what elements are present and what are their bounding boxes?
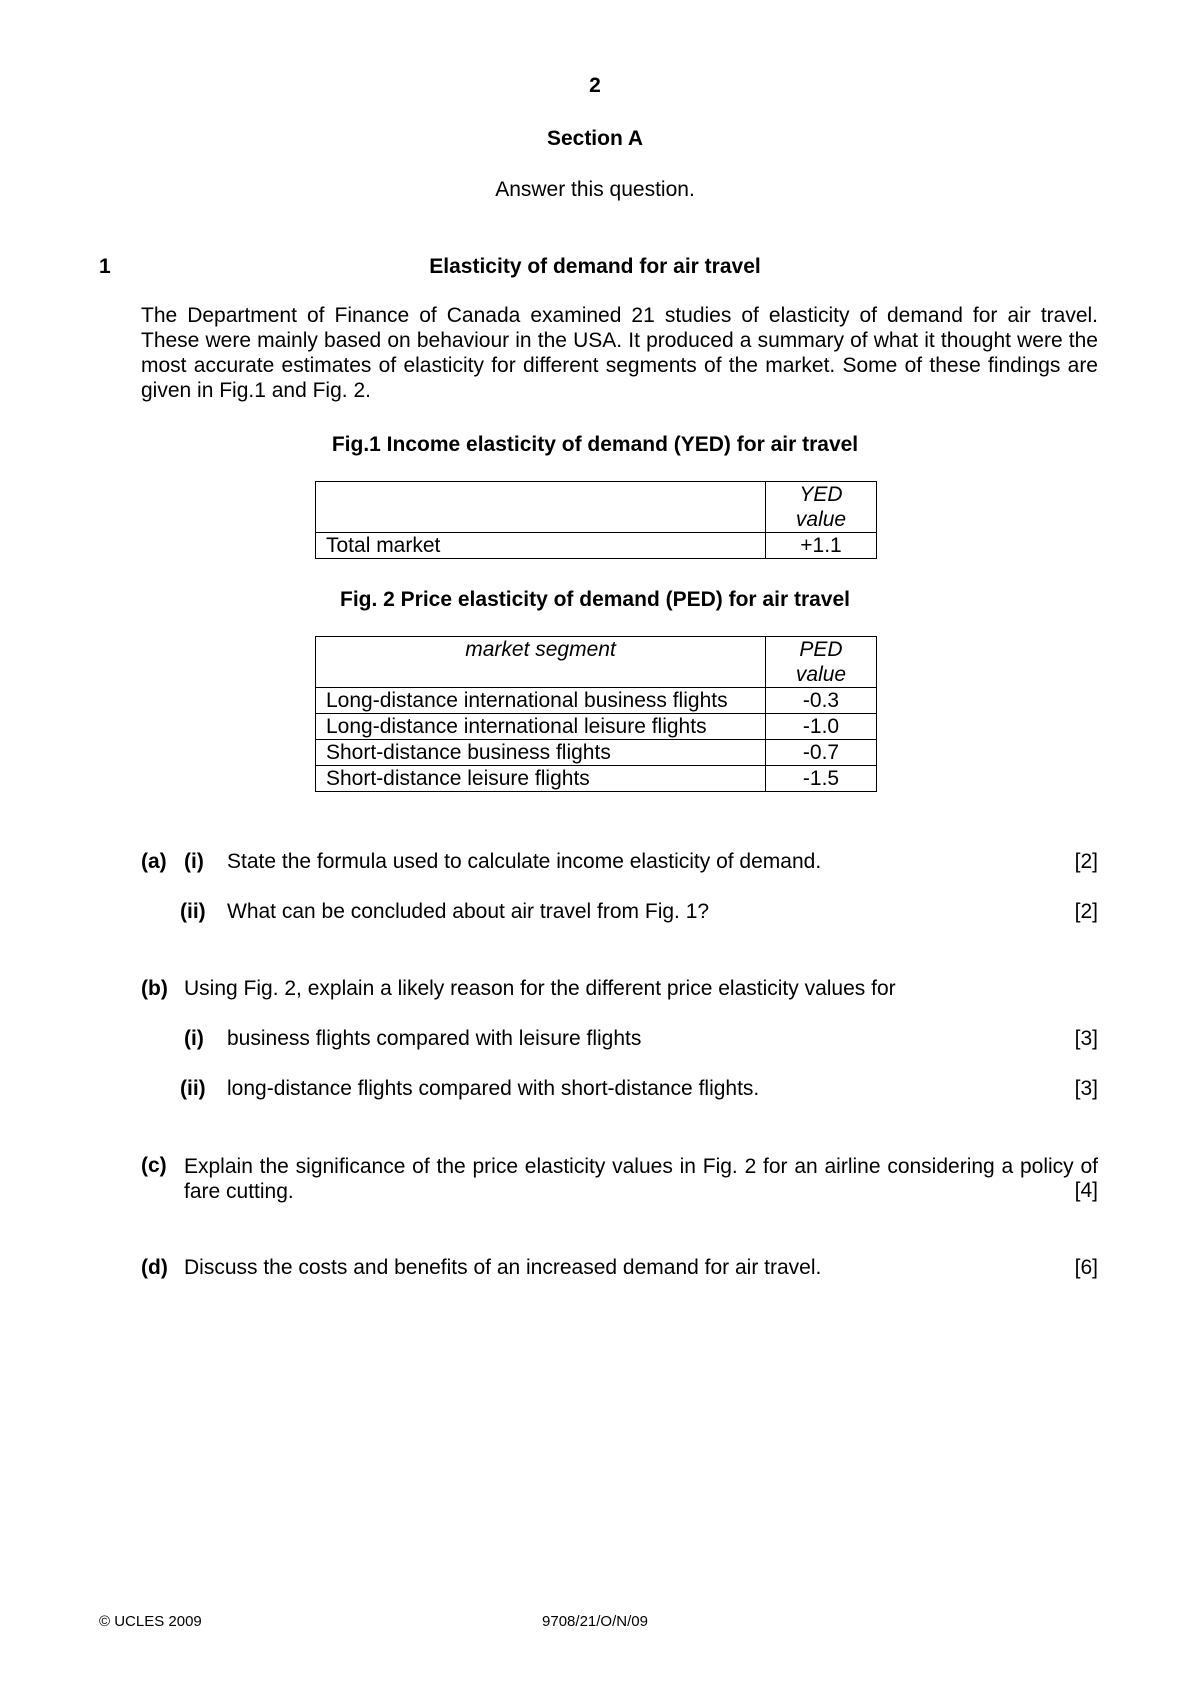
fig2-row-value: -1.5: [766, 766, 877, 792]
part-a-label: (a): [141, 850, 167, 873]
table-row: [316, 533, 877, 559]
table-row: [316, 688, 877, 714]
table-row: [316, 766, 877, 792]
part-b-text: Using Fig. 2, explain a likely reason for the different price elasticity values for: [184, 977, 896, 1000]
fig2-row-value: -0.3: [766, 688, 877, 714]
part-a-i-label: (i): [184, 850, 204, 873]
part-b-label: (b): [141, 977, 168, 1000]
part-b-i-mark: [3]: [1074, 1027, 1098, 1050]
page-number: 2: [589, 74, 601, 97]
instruction: Answer this question.: [495, 178, 695, 201]
fig1-row-value: +1.1: [766, 533, 877, 559]
fig2-header-row: [316, 637, 877, 688]
fig1-table: [315, 481, 877, 559]
part-b-i-text: business flights compared with leisure flights: [227, 1027, 642, 1050]
fig2-row-label: Long-distance international leisure flights: [316, 714, 766, 740]
part-a-ii-label: (ii): [180, 900, 206, 923]
part-b-ii-label: (ii): [180, 1077, 206, 1100]
part-a-i-mark: [2]: [1074, 850, 1098, 873]
part-b-ii-mark: [3]: [1074, 1077, 1098, 1100]
question-intro: The Department of Finance of Canada examined 21 studies of elasticity of demand for air travel. These were mainly based on behaviour in the USA. It produced a summary of what it thought were the most accurate estimates of elasticity for different segments of the market. Some of these findings are given in Fig.1 and Fig. 2.: [141, 304, 1098, 402]
part-d-text: Discuss the costs and benefits of an increased demand for air travel.: [184, 1256, 822, 1279]
footer-copyright: © UCLES 2009: [99, 1613, 202, 1630]
part-a-ii-text: What can be concluded about air travel from Fig. 1?: [227, 900, 710, 923]
section-title: Section A: [546, 127, 644, 150]
part-c-mark: [4]: [1074, 1179, 1098, 1202]
fig2-row-label: Long-distance international business flights: [316, 688, 766, 714]
fig1-col2-header: YED value: [766, 482, 877, 533]
fig1-header-row: [316, 482, 877, 533]
part-a-i-text: State the formula used to calculate income elasticity of demand.: [227, 850, 822, 873]
part-a-ii-mark: [2]: [1074, 900, 1098, 923]
fig2-col1-header: market segment: [316, 637, 766, 688]
part-c-text: Explain the significance of the price elasticity values in Fig. 2 for an airline considering a policy of fare cutting.: [184, 1155, 1098, 1203]
part-d-mark: [6]: [1074, 1256, 1098, 1279]
fig1-row-label: Total market: [316, 533, 766, 559]
fig2-col2-header: PED value: [766, 637, 877, 688]
fig2-row-value: -1.0: [766, 714, 877, 740]
question-title: Elasticity of demand for air travel: [429, 255, 761, 278]
table-row: [316, 714, 877, 740]
part-d-label: (d): [141, 1256, 168, 1279]
part-b-ii-text: long-distance flights compared with short-distance flights.: [227, 1077, 760, 1100]
question-number: 1: [99, 255, 111, 278]
fig1-col1-header: [316, 482, 766, 533]
fig1-caption: Fig.1 Income elasticity of demand (YED) for air travel: [331, 433, 859, 456]
part-c-label: (c): [141, 1154, 167, 1177]
fig2-caption: Fig. 2 Price elasticity of demand (PED) for air travel: [340, 588, 850, 611]
fig2-row-label: Short-distance leisure flights: [316, 766, 766, 792]
fig2-table: [315, 636, 877, 792]
footer-code: 9708/21/O/N/09: [542, 1613, 648, 1630]
fig2-row-label: Short-distance business flights: [316, 740, 766, 766]
part-b-i-label: (i): [184, 1027, 204, 1050]
table-row: [316, 740, 877, 766]
fig2-row-value: -0.7: [766, 740, 877, 766]
